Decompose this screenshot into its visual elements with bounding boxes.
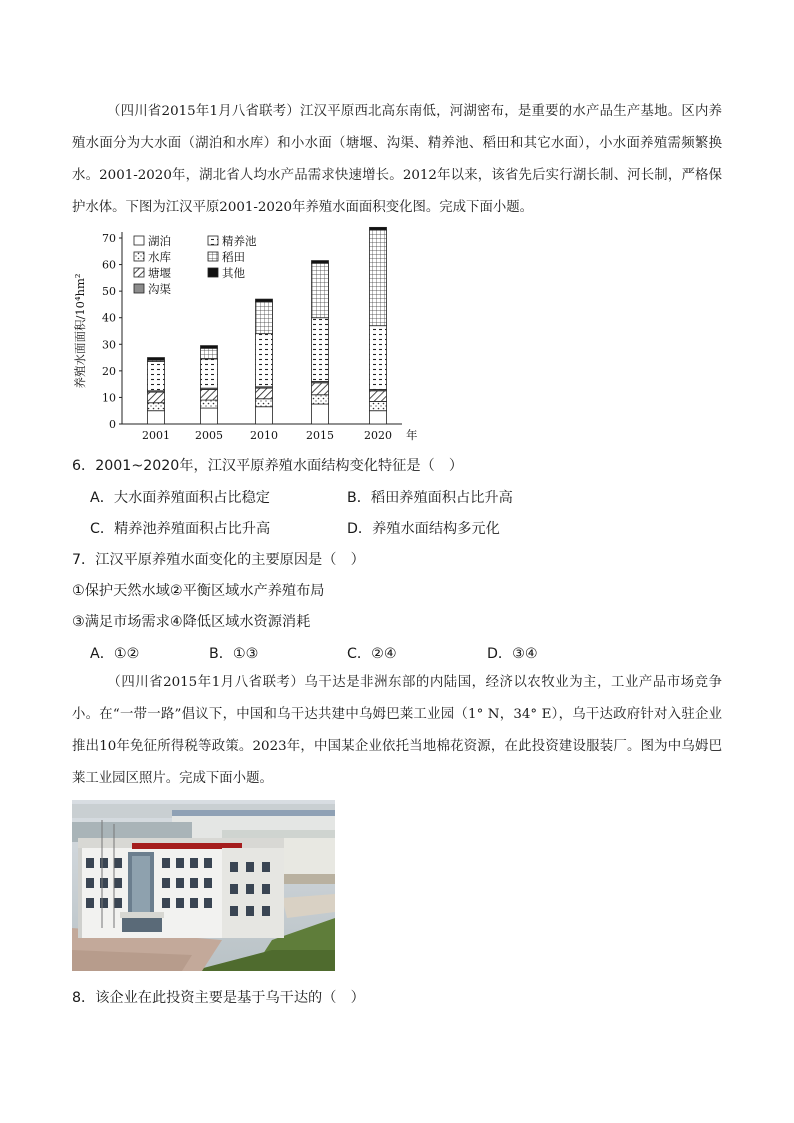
y-tick-label: 20 bbox=[102, 364, 116, 378]
bar-segment bbox=[370, 326, 387, 390]
y-tick-label: 50 bbox=[102, 285, 116, 299]
bar-segment bbox=[370, 391, 387, 402]
legend-swatch bbox=[208, 252, 218, 261]
bar-segment bbox=[201, 346, 218, 349]
passage-2-text: （四川省2015年1月八省联考）乌干达是非洲东部的内陆国，经济以农牧业为主，工业产品市场竞争小。在“一带一路”倡议下，中国和乌干达共建中乌姆巴莱工业园（1° N，34° E），乌干达政府针对入驻企业推出10年免征所得税等政策。2023年，中国某企业依托当地棉花资源，在此投资建设服装厂。图为中乌姆巴莱工业园区照片。完成下面小题。 bbox=[72, 675, 722, 786]
bar-segment bbox=[370, 411, 387, 424]
q6-option-b[interactable]: B．稻田养殖面积占比升高 bbox=[347, 490, 513, 506]
question-7-statements-1: ①保护天然水域②平衡区域水产养殖布局 bbox=[72, 583, 325, 599]
q6-option-a[interactable]: A．大水面养殖面积占比稳定 bbox=[90, 490, 270, 506]
bar-segment bbox=[370, 230, 387, 326]
x-tick-label: 2005 bbox=[195, 429, 223, 442]
y-tick-label: 30 bbox=[102, 338, 116, 352]
bar-segment bbox=[312, 395, 329, 404]
bar-segment bbox=[256, 334, 273, 387]
industrial-park-photo bbox=[72, 800, 335, 971]
q6-option-c[interactable]: C．精养池养殖面积占比升高 bbox=[90, 521, 271, 537]
q6-option-d[interactable]: D．养殖水面结构多元化 bbox=[347, 521, 500, 537]
x-tick-label: 2020 bbox=[364, 429, 392, 442]
bar-segment bbox=[201, 389, 218, 400]
legend-label: 湖泊 bbox=[148, 234, 171, 248]
legend-label: 其他 bbox=[222, 266, 245, 280]
y-axis-label: 养殖水面面积/10⁴hm² bbox=[73, 273, 87, 389]
bar-segment bbox=[256, 299, 273, 302]
aquaculture-area-chart bbox=[72, 222, 432, 448]
legend-label: 塘堰 bbox=[148, 266, 171, 280]
bar-segment bbox=[148, 403, 165, 411]
bar-segment bbox=[256, 407, 273, 424]
legend-swatch bbox=[208, 268, 218, 277]
legend-label: 水库 bbox=[148, 250, 171, 264]
y-tick-label: 60 bbox=[102, 258, 116, 272]
question-7-stem: 7．江汉平原养殖水面变化的主要原因是（ ） bbox=[72, 552, 365, 568]
legend-swatch bbox=[134, 236, 144, 245]
legend-label: 精养池 bbox=[222, 234, 257, 248]
q7-option-d[interactable]: D．③④ bbox=[487, 646, 538, 662]
x-tick-label: 2001 bbox=[142, 429, 170, 442]
passage-1 bbox=[72, 96, 722, 224]
bar-segment bbox=[148, 358, 165, 361]
bar-segment bbox=[201, 348, 218, 359]
bar-segment bbox=[256, 399, 273, 407]
question-8-stem: 8．该企业在此投资主要是基于乌干达的（ ） bbox=[72, 990, 365, 1006]
passage-2 bbox=[72, 667, 722, 795]
x-tick-label: 2015 bbox=[306, 429, 334, 442]
bar-segment bbox=[370, 401, 387, 410]
bar-segment bbox=[256, 388, 273, 399]
bar-segment bbox=[148, 392, 165, 403]
bar-segment bbox=[370, 227, 387, 230]
chart-legend bbox=[134, 234, 257, 296]
legend-swatch bbox=[208, 236, 218, 245]
bar-segment bbox=[148, 362, 165, 391]
x-axis-label: 年 bbox=[406, 428, 418, 442]
y-tick-label: 70 bbox=[102, 232, 116, 245]
y-tick-label: 0 bbox=[109, 418, 116, 431]
bar-segment bbox=[201, 408, 218, 424]
bar-segment bbox=[312, 383, 329, 395]
bar-segment bbox=[312, 404, 329, 424]
legend-swatch bbox=[134, 284, 144, 293]
bar-segment bbox=[256, 302, 273, 334]
q7-option-b[interactable]: B．①③ bbox=[209, 646, 259, 662]
y-tick-label: 10 bbox=[102, 391, 116, 405]
legend-swatch bbox=[134, 268, 144, 277]
question-6-stem: 6．2001~2020年，江汉平原养殖水面结构变化特征是（ ） bbox=[72, 458, 464, 474]
q7-option-a[interactable]: A．①② bbox=[90, 646, 140, 662]
x-tick-label: 2010 bbox=[250, 429, 278, 442]
legend-label: 稻田 bbox=[222, 250, 245, 264]
bar-segment bbox=[148, 411, 165, 424]
legend-label: 沟渠 bbox=[148, 282, 171, 296]
bar-segment bbox=[201, 359, 218, 388]
q7-option-c[interactable]: C．②④ bbox=[347, 646, 397, 662]
bar-segment bbox=[312, 261, 329, 264]
bar-segment bbox=[312, 318, 329, 382]
bar-segment bbox=[312, 263, 329, 317]
passage-1-text: （四川省2015年1月八省联考）江汉平原西北高东南低，河湖密布，是重要的水产品生产基地。区内养殖水面分为大水面（湖泊和水库）和小水面（塘堰、沟渠、精养池、稻田和其它水面），小水面养殖需频繁换水。2001-2020年，湖北省人均水产品需求快速增长。2012年以来，该省先后实行湖长制、河长制，严格保护水体。下图为江汉平原2001-2020年养殖水面面积变化图。完成下面小题。 bbox=[72, 104, 722, 215]
legend-swatch bbox=[134, 252, 144, 261]
bar-segment bbox=[201, 400, 218, 408]
y-tick-label: 40 bbox=[102, 311, 116, 325]
question-7-statements-2: ③满足市场需求④降低区域水资源消耗 bbox=[72, 614, 311, 630]
